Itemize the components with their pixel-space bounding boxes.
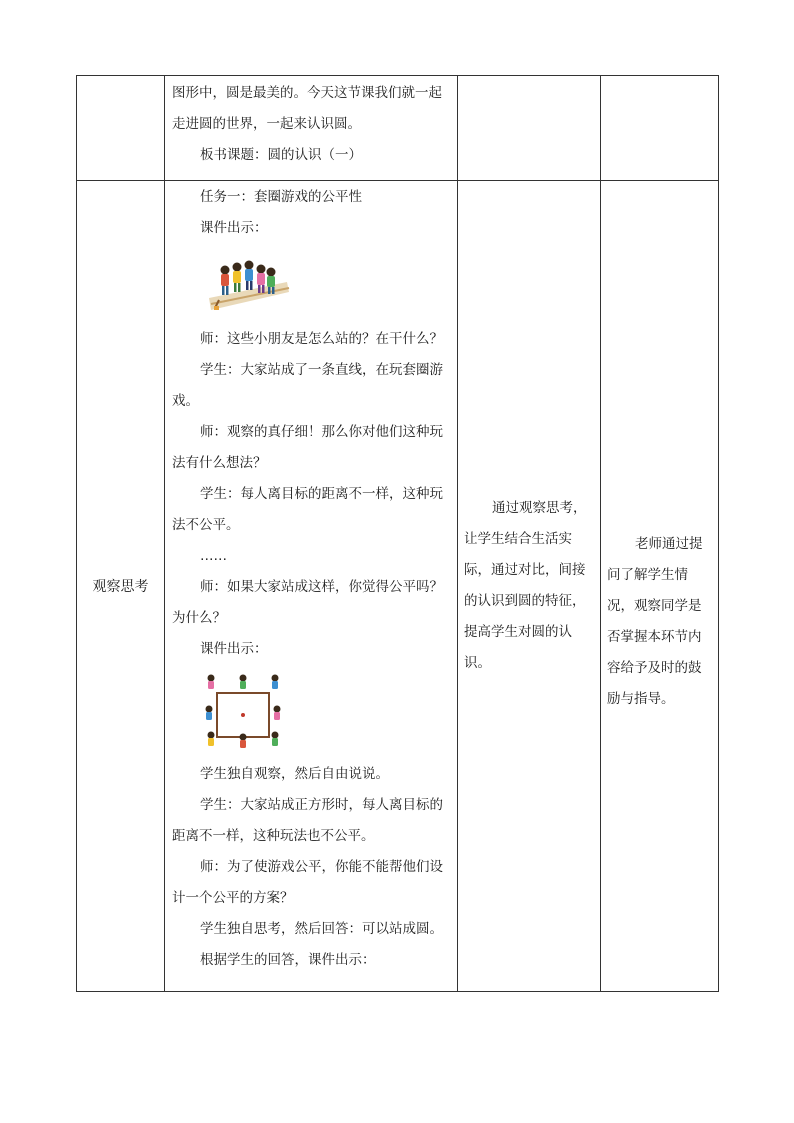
intent-cell xyxy=(458,76,601,181)
text-line: 师：为了使游戏公平，你能不能帮他们设计一个公平的方案？ xyxy=(172,859,443,906)
board-title: 板书课题：圆的认识（一） xyxy=(200,147,362,163)
task-title: 任务一：套圈游戏的公平性 xyxy=(200,189,362,205)
lesson-plan-table xyxy=(76,75,719,992)
text-line: 学生独自思考，然后回答：可以站成圆。 xyxy=(200,921,443,937)
text-line: 课件出示： xyxy=(200,641,268,657)
kids-in-line-illustration xyxy=(203,252,457,318)
text-line: 图形中，圆是最美的。今天这节课我们就一起 xyxy=(172,85,442,101)
intent-cell xyxy=(458,181,601,992)
text-line: 学生：每人离目标的距离不一样，这种玩法不公平。 xyxy=(172,486,443,533)
text-line: 学生：大家站成了一条直线，在玩套圈游戏。 xyxy=(172,362,443,409)
table-row xyxy=(77,76,719,181)
text-line: 根据学生的回答，课件出示： xyxy=(200,952,376,968)
text-line: 师：这些小朋友是怎么站的？在干什么？ xyxy=(200,331,443,347)
assessment-cell xyxy=(601,76,719,181)
text-line: 走进圆的世界，一起来认识圆。 xyxy=(172,116,361,132)
text-line: …… xyxy=(200,548,227,564)
stage-cell xyxy=(77,76,165,181)
text-line: 师：观察的真仔细！那么你对他们这种玩法有什么想法？ xyxy=(172,424,443,471)
kids-in-square-illustration xyxy=(203,669,457,753)
stage-label: 观察思考 xyxy=(77,181,165,992)
text-line: 学生：大家站成正方形时，每人离目标的距离不一样，这种玩法也不公平。 xyxy=(172,797,443,844)
text-line: 课件出示： xyxy=(200,220,268,236)
assessment-cell xyxy=(601,181,719,992)
assessment-text: 老师通过提问了解学生情况，观察同学是否掌握本环节内容给予及时的鼓励与指导。 xyxy=(607,536,703,707)
table-row xyxy=(77,181,719,992)
content-cell xyxy=(165,76,458,181)
content-cell xyxy=(165,181,458,992)
design-intent-text: 通过观察思考，让学生结合生活实际，通过对比，间接的认识到圆的特征，提高学生对圆的认识。 xyxy=(464,500,587,671)
text-line: 师：如果大家站成这样，你觉得公平吗？为什么？ xyxy=(172,579,443,626)
text-line: 学生独自观察，然后自由说说。 xyxy=(200,766,389,782)
